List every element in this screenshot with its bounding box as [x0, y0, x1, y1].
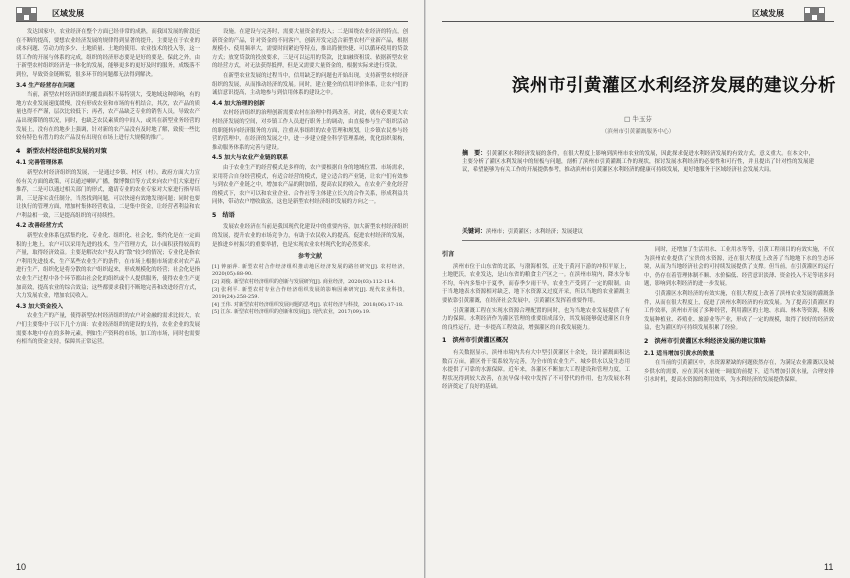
article-title: 滨州市引黄灌区水利经济发展的建议分析: [512, 76, 836, 96]
header-cubes-icon: [16, 7, 46, 21]
section-heading: 2 滨州市引黄灌区水利经济发展的建议策略: [644, 337, 766, 345]
section-heading: 引言: [442, 251, 455, 258]
paragraph: 当前，新型农村经济组织的覆盖面积不易特别大，受地域这种影响，有的地方农业发展速度缓慢，没有形成农业和市场的有机结合，其次，农产品的质量也得不严谨，层次比较低下；再者，农产品缺乏专业的销售人员，导致农产品出现滞销的状况，同时，也缺乏农民素质的中间人，或其在新型业务经营的发展上，没有在的地步上强调，针对新的农产品没有及时地了解，致使一些比较有特色有潜力的农产品没有出现在市场上进行大规模的推广。: [16, 92, 200, 142]
abstract-text: 引黄灌区水利经济发展的条件，在很大程度上影响到滨州市农业的发展，因此探求促进水利经济发展的有效方式，意义重大。在本文中，主要分析了灌区水利发展中的短板与问题，剖析了滨州市引黄灌溉工作的现状，探讨发展水利经济的必要性和可行性，并且提出了针对性的发展建议，希望能够为有关工作的开展提供参考，推动滨州市引黄灌区水利经济的健康可持续发展，更好地服务于区域经济社会发展大局。: [462, 151, 814, 174]
paragraph: 引黄灌溉工程在实现水资源合理配置的同时，也为当地农业发展提供了有力的保障。水利经济作为灌区管理的重要组成部分，其发展能够促进灌区自身的良性运行，进一步提高工程效益，增强灌区的自我发展能力。: [442, 307, 630, 331]
text-column-2: [212, 28, 408, 560]
keywords-text: 滨州市；引黄灌区；水利经济；发展建议: [486, 229, 584, 235]
section-heading: 5 结语: [212, 211, 235, 219]
paragraph: 在当前的引黄灌区中，水资源紧缺的问题依然存在，为满足农业灌溉以及城乡供水的需要，应在黄河水量统一调度的前提下，适当增加引黄水量，合理安排引水时机，提高水资源的利用效率，为水利经济的发展提供保障。: [644, 360, 834, 384]
subsection-heading: 2.1 适当增加引黄水的数量: [644, 350, 715, 357]
references-heading: 参考文献: [297, 253, 322, 261]
subsection-heading: 4.3 加大资金投入: [16, 303, 64, 310]
reference-item: [3] 张利平. 新型农村专业合作经济组织发展的影响因素研究[J]. 现代农业科技，2019(24):258-259.: [212, 286, 408, 301]
abstract-rule: [462, 240, 814, 241]
article-author: □ 牛玉芬: [624, 115, 652, 123]
paragraph: 发达国家中，农业经济在整个方面已经非常的成熟，而我国发展的阶段还在不断的提高，要想农业经济发展的规律得到显著的提升，主要是在于农业的成本问题、劳动力的多少、土地质量、土地的使用、农业技术的投入等，这一切工作的开展与体系的完成，组织的经济形态要是是好的要是，保此之外，由于新型农村组织经济是一体化的发展，能够更多的更好及时的服务，成级落不到位，导致资金链断裂，很多环节的问题都无法得到解决。: [16, 29, 200, 78]
paragraph: 新型农业体系包括集约化、专业化、组织化、社会化，集约化是在一定面积的土地上，农户可以采用先进的技术，生产管理方式，以小面积获得较高的产量，取得经济效益。主要是解决农户投入的“散”较少的情况；专业化是指农户利用先进技术，生产某些农业生产的条件，在市场上根据市场需求对农产品进行生产，组织化是将分散的农户组织起来，形成规模化的经营；社会化是指农业生产过程中各个环节都由社会化的组织或个人提供服务，使得农业生产更加高效，提高农业的综合效益；这些都要求我们不断地完善和改进经营方式，大力发展农业，增加农民收入。: [16, 233, 200, 300]
paragraph: 由于农业生产的经营模式是多样的，农户要根据自身的地域位置、市场需求，采用符合自身经营模式，有适合经营的模式，建立适合的产业链，让农户们有效参与到农业产业链之中，增加农产品的附加值，提高农民的收入，在农业产业化经营的模式下，农户可以和农业企业、合作社等主体建立长久的合作关系，形成利益共同体，带动农户增收致富，这也是新型农村经济组织发展的方向之一。: [212, 164, 408, 206]
header-cubes-icon: [804, 7, 834, 21]
reference-item: [2] 刘俊. 新型农村经济组织的创新与发展研究[J]. 商业经济，2020(03):112-114.: [212, 279, 395, 286]
subsection-heading: 4.4 加大治理的创新: [212, 100, 265, 107]
section-label: 区域发展: [52, 9, 84, 18]
subsection-heading: 4.5 加大与农业产业链的联系: [212, 155, 289, 162]
abstract: [462, 150, 814, 175]
paragraph: 有关数据显示，滨州市境内共有大中型引黄灌区十余处，设计灌溉面积达数百万亩，灌区骨干渠系较为完善，为全市的农业生产、城乡供水以及生态用水提供了可靠的水源保障。近年来，各灌区不断加大工程建设和管理力度，工程状况得到较大改善，在抗旱保丰收中发挥了不可替代的作用，也为发展水利经济奠定了良好的基础。: [442, 349, 630, 391]
keywords-label: 关键词：: [462, 228, 487, 235]
page-header: [0, 6, 424, 24]
keywords: [462, 226, 814, 235]
section-heading: 4 新型农村经济组织发展的对策: [16, 147, 107, 155]
section-label: 区域发展: [752, 9, 784, 18]
reference-item: [1] 钟丽萍. 新型农村合作经济组织推动地区经济发展的路径研究[J]. 农村经济，2020(05):88-90.: [212, 263, 408, 278]
right-page: [426, 0, 850, 578]
subsection-heading: 3.4 生产经营存在问题: [16, 82, 75, 89]
paragraph: 滨州市位于山东省的北部，与渤海相邻，正处于黄河下游的冲积平原上，土地肥沃，农业发达，是山东省的粮食主产区之一。在滨州市境内，降水分布不均，年内多集中于夏季，而春季少雨干旱，农业生产受到了一定的限制。由于当地地表水资源相对缺乏，地下水资源又过度开采，所以当地的农业灌溉主要依靠引黄灌溉，在经济社会发展中，引黄灌区发挥着重要作用。: [442, 263, 630, 304]
text-column-1: [442, 246, 630, 558]
page-number: 11: [824, 562, 834, 572]
page-header: [426, 6, 850, 24]
paragraph: 同时，还增加了生活用水、工业用水等等，引黄工程项目的有效实施，不仅为滨州农业提供了宝贵的水资源，还在很大程度上改善了当地地下水的生态环境，从而为当地经济社会的可持续发展提供了支撑。但当前，在引黄灌区的运行中，仍存在着管理体制不顺、水价偏低、经营意识淡薄、资金投入不足等诸多问题，影响到水利经济的进一步发展。: [644, 247, 834, 288]
paragraph: 发展农业经济在当前是我国现代化建设中的重要内容，加大新型农村经济组织的发展，提升农业的市场竞争力，有助于农民收入的提高，促进农村经济的发展，是推进乡村振兴的重要举措，也是实现农业农村现代化的必然要求。: [212, 224, 408, 248]
paragraph: 引黄灌区水利经济的有效实施，在很大程度上改善了滨州农业发展的灌溉条件，从而在很大程度上，促进了滨州水利经济的有效发展。为了提高引黄灌区的工作效率，滨州市开展了多种经营，利用灌区的土地、水面、林木等资源，积极发展种植业、养殖业、旅游业等产业，形成了一定的规模，取得了较好的经济效益，也为灌区的可持续发展积累了经验。: [644, 290, 834, 332]
author-affiliation: （滨州市引黄灌溉服务中心）: [601, 129, 675, 135]
header-rule: [442, 21, 834, 22]
subsection-heading: 4.2 改善经营方式: [16, 223, 64, 230]
abstract-label: 摘 要：: [462, 150, 487, 157]
subsection-heading: 4.1 完善管理体系: [16, 160, 64, 167]
reference-item: [4] 王伟. 对新型农村经济组织发展问题的思考[J]. 农村经济与科技，2018(06):17-18.: [212, 301, 404, 308]
section-heading: 1 滨州市引黄灌区概况: [442, 337, 509, 345]
paragraph: 新型农村经济组织的发展，一是通过乡镇、村区（村），政府方面大力宣传有关方面的政策，可以通过喇叭广播，微博微信等方式来向农户们大家进行推荐，二是可以通过相关部门的形式，邀请专业的农业专家对大家进行指导培训，三是落实责任制分，当然找到问题，可以快速有效地发现问题；同时也要让执行的管理方面，增加村集体经营收益，二是集中资金，让经营者利益和农户利益相一致，三是提高组织的可持续性。: [16, 169, 200, 219]
text-column-1: [16, 28, 200, 560]
page-number: 10: [16, 562, 27, 572]
reference-item: [5] 江东. 新型农村经济组织的创新和发展[J]. 现代农业，2017(09):19.: [212, 309, 371, 316]
header-rule: [16, 21, 408, 22]
paragraph: 设施。在建设与完善时，需要大量资金的投入；二是围绕农业经济的特点，创新资金的产品，针对资金的不同客户，创新开发完适合新型农村产业新产品，根据规模小、使用频率大，需要时间紧迫等特点，推出简便快捷、可以循环使用的贷款方式；放宽贷款的投放要求，三是可以运用的贷款，比如融资租赁、依据新型农业的经营方式，对无法获得抵押，但是又需要大量资金的，根据实际来进行贷款。: [212, 29, 408, 70]
paragraph: 农业生产的产量，使得新型农村经济组织的农户对金融的需求比较大，农户们主要集中于以下几个方面：农业经济组织的建设的支持，农业企业的发展需要本地中存在的多种元素，例如生产资料的市场，加工的市场，同时也需要有相当的资金支持，保障其正常运营。: [16, 313, 200, 346]
text-column-2: [644, 246, 834, 558]
paragraph: 农村经济组织的治理创新需要农村在治理中得到改善，对此，就有必要更大农村经济发展的空间，对乡镇工作人员进行职务上的调动，由直接参与生产组织活动的职能转向经济服务的方面，注重从事组织的农业管理和规划，让乡镇农民参与经营的管理中，在经济的发展之中，进一步建立健全科学管理系统，优化组织架构，推动服务体系的完善与建设。: [212, 110, 408, 151]
paragraph: 在新型农业发展的过程当中，信用缺乏的问题也开始出现，支持新型农村经济组织的发展，从而推动经济的发展。同时，建立健全的信用评价体系，让农户们的诚信意识提高，主动地参与到信用体系的建设之中。: [212, 72, 408, 97]
